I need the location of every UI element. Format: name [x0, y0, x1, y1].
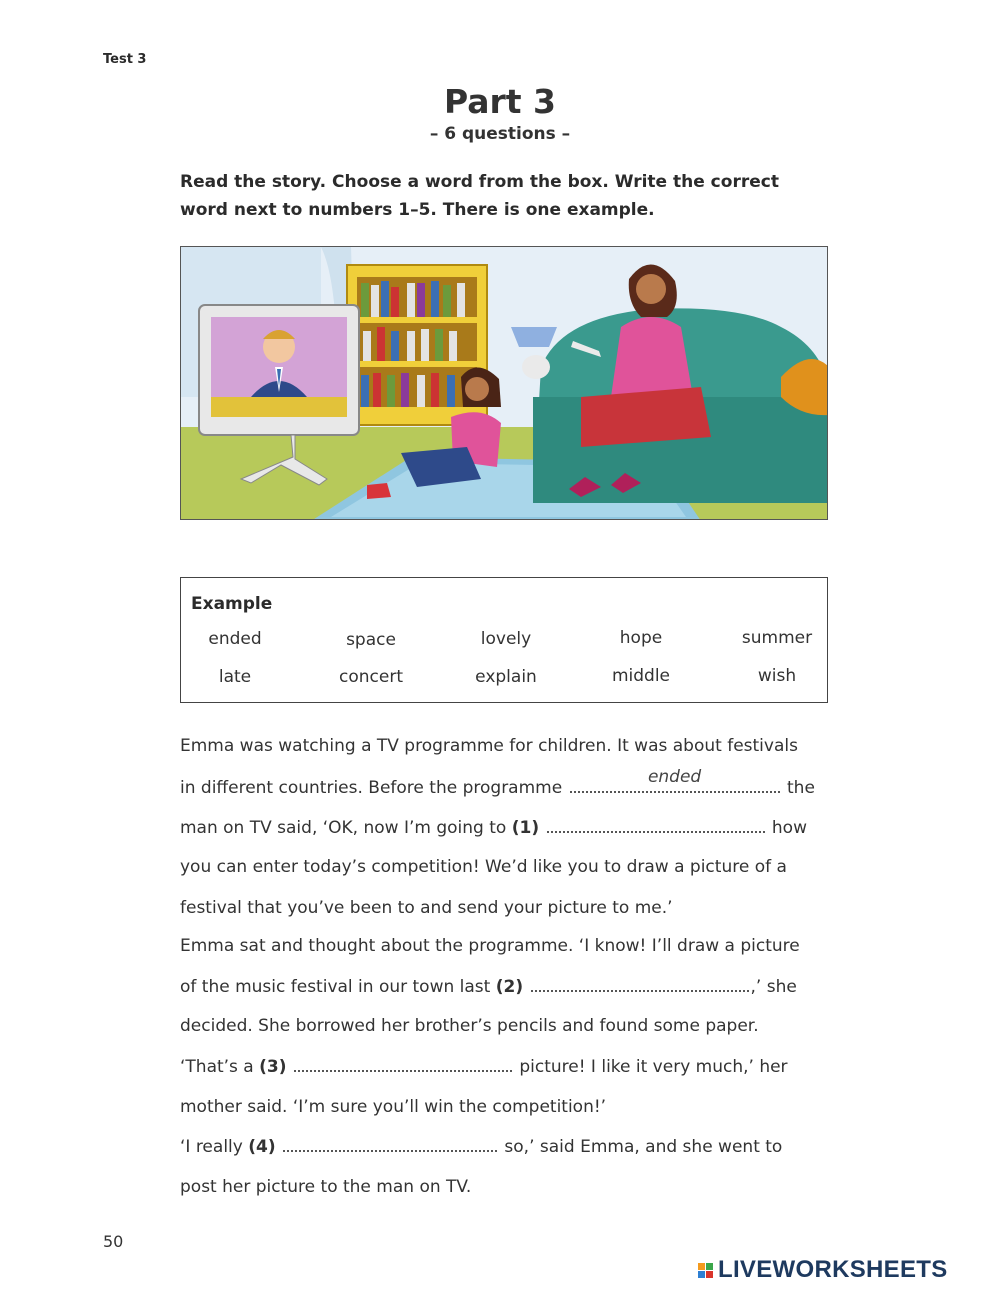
page-number: 50 — [103, 1232, 124, 1251]
answer-blank-1[interactable] — [547, 817, 765, 833]
answer-blank-4[interactable] — [283, 1136, 497, 1152]
word-summer: summer — [741, 628, 813, 648]
question-number-4: (4) — [248, 1137, 276, 1157]
word-concert: concert — [339, 667, 403, 687]
test-label: Test 3 — [103, 52, 147, 67]
question-number-2: (2) — [495, 977, 524, 997]
question-number-1: (1) — [511, 818, 540, 838]
word-box — [180, 577, 828, 703]
brand-name: LIVEWORKSHEETS — [718, 1256, 948, 1283]
question-number-3: (3) — [259, 1057, 287, 1077]
example-label: Example — [191, 594, 273, 614]
story-line: post her picture to the man on TV. — [180, 1177, 472, 1197]
example-answer: ended — [647, 767, 702, 787]
part-subtitle: – 6 questions – — [429, 124, 571, 144]
story-line: decided. She borrowed her brother’s pencils and found some paper. — [180, 1016, 759, 1036]
example-answer-blank — [570, 767, 780, 793]
story-line: ‘That’s a (3) picture! I like it very much,’ her — [180, 1057, 788, 1077]
story-line: Emma sat and thought about the programme. ‘I know! I’ll draw a picture — [180, 936, 800, 956]
word-wish: wish — [757, 666, 797, 686]
story-line: ‘I really (4) so,’ said Emma, and she went to — [180, 1137, 783, 1157]
story-line: you can enter today’s competition! We’d like you to draw a picture of a — [180, 857, 787, 877]
answer-blank-2[interactable] — [531, 976, 749, 992]
part-title: Part 3 — [443, 82, 557, 121]
logo-tiles-icon — [697, 1262, 715, 1278]
word-middle: middle — [611, 666, 671, 686]
word-ended: ended — [208, 629, 262, 649]
story-line: mother said. ‘I’m sure you’ll win the competition!’ — [180, 1097, 607, 1117]
answer-blank-3[interactable] — [294, 1056, 512, 1072]
illustration-svg — [181, 247, 828, 520]
story-line: festival that you’ve been to and send your picture to me.’ — [180, 898, 673, 918]
story-line: of the music festival in our town last (2) ,’ she — [180, 977, 797, 997]
word-space: space — [346, 630, 396, 650]
instructions: Read the story. Choose a word from the box. Write the correct word next to numbers 1–5. There is one example. — [180, 172, 779, 220]
word-explain: explain — [475, 667, 537, 687]
liveworksheets-logo — [697, 1255, 948, 1285]
word-hope: hope — [619, 628, 663, 648]
story-line: Emma was watching a TV programme for children. It was about festivals — [180, 736, 798, 756]
word-lovely: lovely — [480, 629, 532, 649]
story-line: in different countries. Before the programme ended the — [180, 767, 815, 798]
story-line: man on TV said, ‘OK, now I’m going to (1) how — [180, 818, 807, 838]
word-late: late — [218, 667, 252, 687]
living-room-illustration — [180, 246, 828, 520]
